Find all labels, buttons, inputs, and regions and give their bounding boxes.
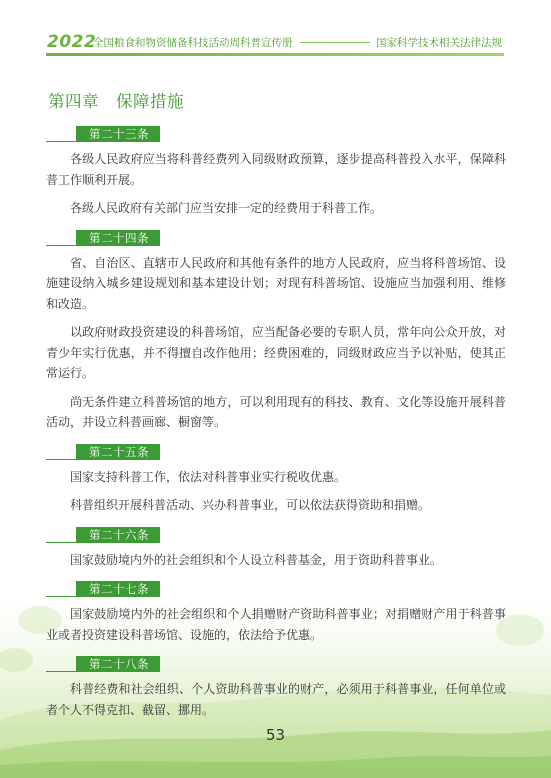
- chapter-title: 第四章 保障措施: [48, 92, 184, 111]
- article-list: [46, 117, 506, 728]
- article-paragraph: 国家鼓励境内外的社会组织和个人捐赠财产资助科普事业；对捐赠财产用于科普事业或者投资建设科普场馆、设施的，依法给予优惠。: [46, 607, 506, 642]
- article-25: [46, 441, 506, 516]
- header-divider-line: [300, 42, 370, 43]
- article-paragraph: 国家鼓励境内外的社会组织和个人设立科普基金，用于资助科普事业。: [70, 552, 443, 567]
- article-label: 第二十七条: [76, 581, 160, 597]
- article-24: [46, 227, 506, 433]
- article-paragraph: 科普经费和社会组织、个人资助科普事业的财产，必须用于科普事业，任何单位或者个人不得克扣、截留、挪用。: [46, 682, 506, 717]
- article-paragraph: 各级人民政府有关部门应当安排一定的经费用于科普工作。: [70, 201, 383, 215]
- header-section-title: 国家科学技术相关法律法规: [376, 37, 502, 49]
- header-year: 2022: [47, 32, 97, 52]
- article-paragraph: 国家支持科普工作，依法对科普事业实行税收优惠。: [70, 469, 347, 484]
- article-27: [46, 578, 506, 645]
- article-paragraph: 尚无条件建立科普场馆的地方，可以利用现有的科技、教育、文化等设施开展科普活动，并设立科普画廊、橱窗等。: [46, 394, 506, 429]
- article-23: [46, 123, 506, 219]
- page-header: [0, 0, 551, 60]
- article-paragraph: 各级人民政府应当将科普经费列入同级财政预算，逐步提高科普投入水平，保障科普工作顺利开展。: [46, 152, 506, 187]
- header-rule: [46, 53, 504, 56]
- article-label: 第二十四条: [76, 230, 160, 246]
- article-label: 第二十八条: [76, 656, 160, 672]
- article-26: [46, 524, 506, 571]
- article-28: [46, 653, 506, 720]
- article-label: 第二十六条: [76, 527, 160, 543]
- header-subtitle: 全国粮食和物资储备科技活动周科普宣传册: [93, 37, 293, 49]
- article-paragraph: 省、自治区、直辖市人民政府和其他有条件的地方人民政府，应当将科普场馆、设施建设纳入城乡建设规划和基本建设计划；对现有科普场馆、设施应当加强利用、维修和改造。: [46, 255, 506, 311]
- article-label: 第二十五条: [76, 444, 160, 460]
- article-label: 第二十三条: [76, 126, 160, 142]
- article-paragraph: 以政府财政投资建设的科普场馆，应当配备必要的专职人员，常年向公众开放，对青少年实行优惠，并不得擅自改作他用；经费困难的，同级财政应当予以补贴，使其正常运行。: [46, 325, 506, 380]
- article-paragraph: 科普组织开展科普活动、兴办科普事业，可以依法获得资助和捐赠。: [70, 498, 431, 512]
- page-number: 53: [265, 726, 286, 744]
